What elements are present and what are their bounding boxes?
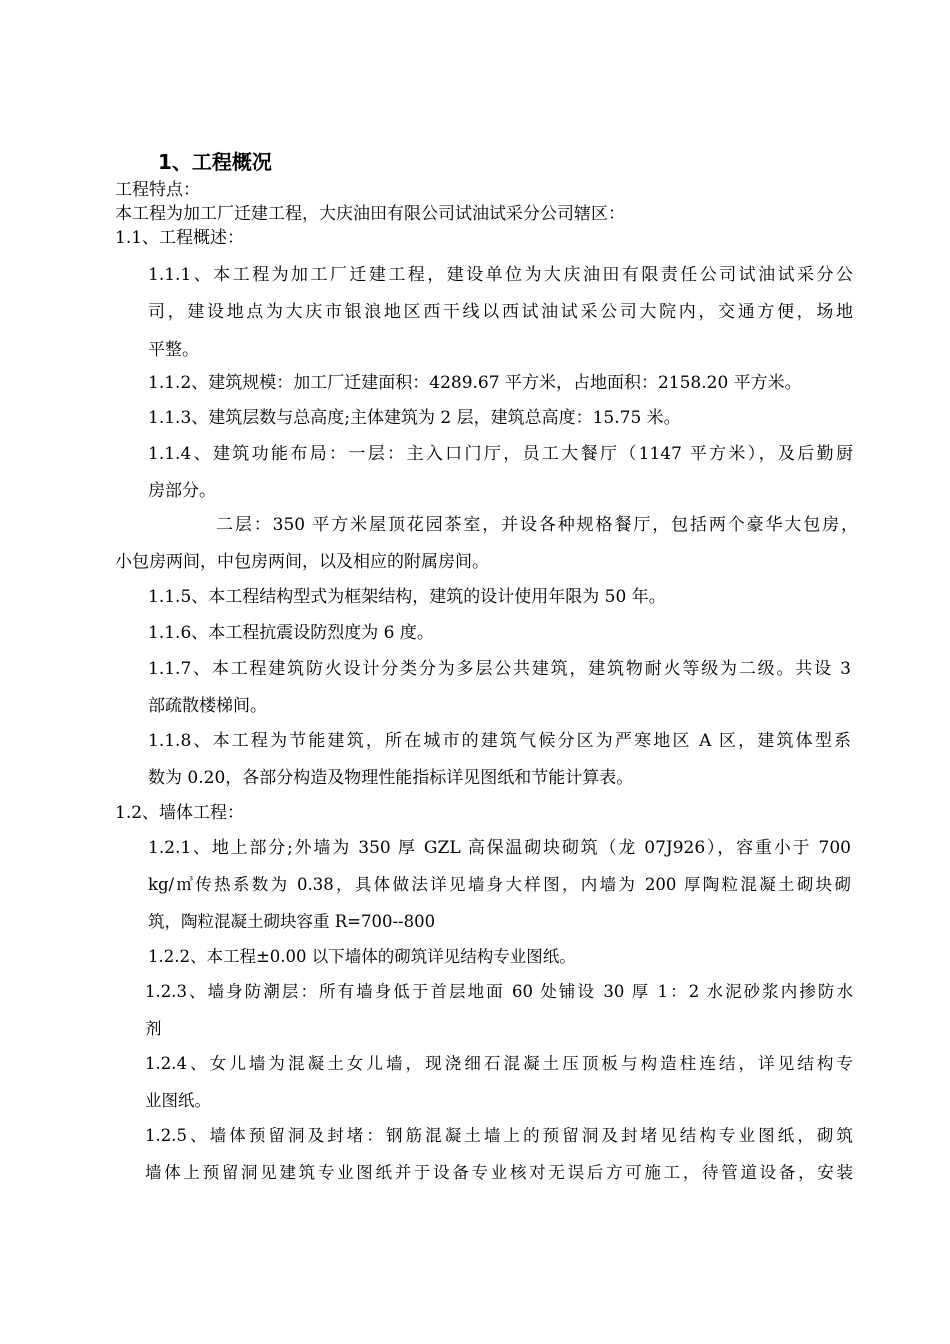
paragraph-line: 1.2.2、本工程±0.00 以下墙体的砌筑详见结构专业图纸。: [148, 947, 576, 966]
paragraph-line: 业图纸。: [145, 1091, 211, 1110]
paragraph-line: 1.2.1、地上部分;外墙为 350 厚 GZL 高保温砌块砌筑（龙 07J926），容重小于 700: [148, 838, 851, 858]
subsection-heading: 1.1、工程概述：: [115, 228, 245, 248]
paragraph-line: 1.1.7、本工程建筑防火设计分类分为多层公共建筑，建筑物耐火等级为二级。共设 3: [148, 659, 851, 679]
paragraph-line: 剂: [145, 1019, 162, 1038]
section-title: 1、工程概况: [158, 150, 272, 174]
paragraph-line: 数为 0.20，各部分构造及物理性能指标详见图纸和节能计算表。: [148, 768, 634, 788]
paragraph-line: 平整。: [148, 340, 199, 360]
intro-line: 工程特点：: [115, 180, 200, 200]
paragraph-line: 1.1.6、本工程抗震设防烈度为 6 度。: [148, 623, 434, 643]
paragraph-line: 1.2.4、女儿墙为混凝土女儿墙，现浇细石混凝土压顶板与构造柱连结，详见结构专: [145, 1054, 853, 1073]
paragraph-line: 墙体上预留洞见建筑专业图纸并于设备专业核对无误后方可施工，待管道设备，安装: [145, 1163, 853, 1182]
paragraph-line: 房部分。: [148, 481, 216, 501]
paragraph-line: 1.1.2、建筑规模：加工厂迁建面积：4289.67 平方米，占地面积：2158.20 平方米。: [148, 373, 802, 393]
paragraph-line: 司，建设地点为大庆市银浪地区西干线以西试油试采公司大院内，交通方便，场地: [148, 302, 853, 322]
paragraph-line: 1.1.3、建筑层数与总高度;主体建筑为 2 层，建筑总高度：15.75 米。: [148, 408, 681, 428]
paragraph-line: 筑，陶粒混凝土砌块容重 R=700--800: [148, 912, 436, 931]
paragraph-line: 二层：350 平方米屋顶花园茶室，并设各种规格餐厅，包括两个豪华大包房，: [216, 515, 858, 535]
subsection-heading: 1.2、墙体工程：: [115, 803, 245, 823]
paragraph-line: 小包房两间，中包房两间，以及相应的附属房间。: [115, 552, 489, 572]
intro-line: 本工程为加工厂迁建工程，大庆油田有限公司试油试采分公司辖区：: [115, 204, 625, 224]
paragraph-line: 1.1.4、建筑功能布局：一层：主入口门厅，员工大餐厅（1147 平方米），及后勤厨: [148, 444, 853, 464]
paragraph-line: 1.2.3、墙身防潮层：所有墙身低于首层地面 60 处铺设 30 厚 1：2 水泥砂浆内掺防水: [145, 982, 853, 1001]
paragraph-line: 1.1.8、本工程为节能建筑，所在城市的建筑气候分区为严寒地区 A 区，建筑体型系: [148, 731, 851, 751]
paragraph-line: 部疏散楼梯间。: [148, 696, 267, 716]
paragraph-line: 1.2.5、墙体预留洞及封堵：钢筋混凝土墙上的预留洞及封堵见结构专业图纸，砌筑: [145, 1126, 853, 1145]
paragraph-line: kg/㎥传热系数为 0.38，具体做法详见墙身大样图，内墙为 200 厚陶粒混凝土砌块砌: [148, 875, 851, 894]
paragraph-line: 1.1.5、本工程结构型式为框架结构，建筑的设计使用年限为 50 年。: [148, 587, 666, 607]
paragraph-line: 1.1.1、本工程为加工厂迁建工程，建设单位为大庆油田有限责任公司试油试采分公: [148, 265, 853, 285]
